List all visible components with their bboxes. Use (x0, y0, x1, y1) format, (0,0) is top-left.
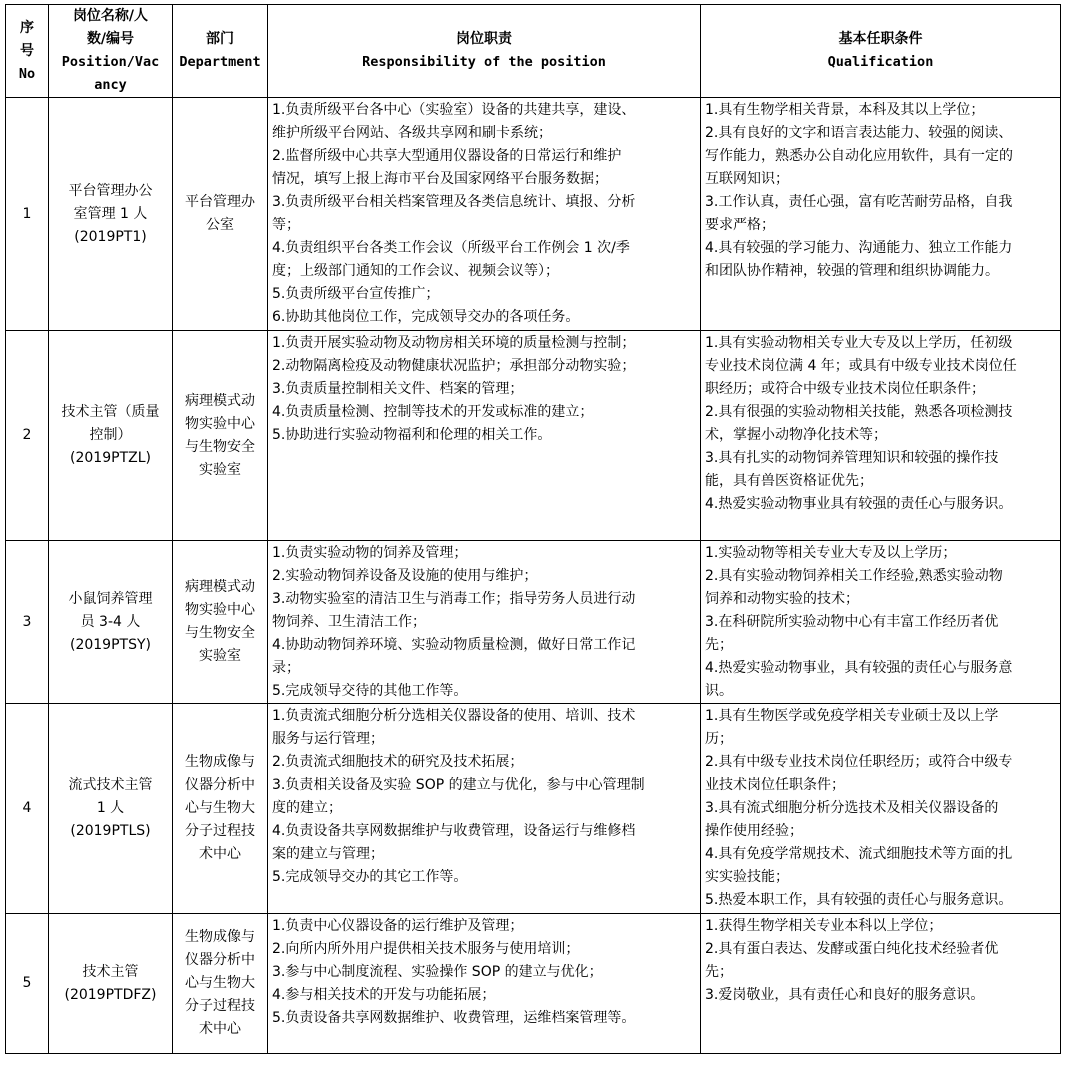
qualification-cell-line: 2.具有实验动物饲养相关工作经验,熟悉实验动物 (705, 568, 1003, 584)
qualification-cell-line: 先； (705, 964, 733, 980)
position-cell (49, 541, 173, 704)
department-cell-line: 生物成像与 (185, 929, 255, 945)
responsibility-cell-line: 6.协助其他岗位工作，完成领导交办的各项任务。 (272, 309, 580, 325)
department-cell (173, 98, 268, 331)
qualification-cell-line: 2.具有蛋白表达、发酵或蛋白纯化技术经验者优 (705, 941, 999, 957)
responsibility-cell-line: 2.负责流式细胞技术的研究及技术拓展； (272, 754, 524, 770)
responsibility-cell (268, 331, 701, 541)
responsibility-cell-line: 5.完成领导交待的其他工作等。 (272, 683, 468, 699)
department-cell (173, 541, 268, 704)
responsibility-cell-line: 1.负责实验动物的饲养及管理； (272, 545, 468, 561)
position-cell-line: (2019PTZL) (70, 450, 151, 466)
responsibility-cell-line: 案的建立与管理； (272, 846, 384, 862)
qualification-cell-line: 4.热爱实验动物事业具有较强的责任心与服务识。 (705, 496, 1013, 512)
row-number: 3 (6, 541, 49, 704)
position-cell-line: 小鼠饲养管理 (68, 590, 153, 607)
qualification-cell-line: 历； (705, 731, 733, 747)
department-cell-line: 术中心 (199, 846, 241, 862)
responsibility-cell (268, 704, 701, 914)
qualification-cell-line: 3.具有扎实的动物饲养管理知识和较强的操作技 (705, 450, 999, 466)
position-cell-line: 1 人 (96, 800, 125, 816)
qualification-cell (701, 914, 1061, 1054)
qualification-cell-line: 专业技术岗位满 4 年；或具有中级专业技术岗位任 (705, 358, 1017, 374)
row-number: 1 (6, 98, 49, 331)
row-number: 2 (6, 331, 49, 541)
department-cell-line: 生物成像与 (185, 754, 255, 770)
header-no-line: No (18, 65, 36, 82)
qualification-cell-line: 术，掌握小动物净化技术等； (705, 427, 887, 443)
responsibility-cell-line: 1.负责流式细胞分析分选相关仪器设备的使用、培训、技术 (272, 708, 636, 724)
position-cell-line: 技术主管（质量 (61, 404, 160, 420)
responsibility-cell (268, 914, 701, 1054)
qualification-cell (701, 98, 1061, 331)
position-cell-line: 室管理 1 人 (73, 205, 148, 222)
qualification-cell-line: 能，具有兽医资格证优先； (705, 473, 873, 489)
qualification-cell-line: 和团队协作精神，较强的管理和组织协调能力。 (705, 263, 999, 279)
header-qualification-line: 基本任职条件 (838, 31, 923, 47)
responsibility-cell-line: 3.参与中心制度流程、实验操作 SOP 的建立与优化； (272, 964, 603, 980)
responsibility-cell-line: 度；上级部门通知的工作会议、视频会议等）； (272, 263, 559, 279)
department-cell-line: 平台管理办 (185, 194, 255, 210)
qualification-cell (701, 541, 1061, 704)
responsibility-cell-line: 2.动物隔离检疫及动物健康状况监护；承担部分动物实验； (272, 358, 636, 374)
department-cell-line: 术中心 (199, 1021, 241, 1037)
qualification-cell-line: 3.爱岗敬业，具有责任心和良好的服务意识。 (705, 987, 985, 1003)
row-number: 5 (6, 914, 49, 1054)
qualification-cell-line: 4.具有免疫学常规技术、流式细胞技术等方面的扎 (705, 846, 1013, 862)
responsibility-cell-line: 3.负责所级平台相关档案管理及各类信息统计、填报、分析 (272, 194, 636, 210)
department-cell-line: 分子过程技 (185, 998, 255, 1014)
qualification-cell-line: 1.获得生物学相关专业本科以上学位； (705, 918, 943, 934)
qualification-cell-line: 2.具有很强的实验动物相关技能，熟悉各项检测技 (705, 404, 1013, 420)
responsibility-cell-line: 情况，填写上报上海市平台及国家网络平台服务数据； (272, 171, 608, 187)
department-cell-line: 心与生物大 (185, 975, 255, 991)
header-responsibility-line: 岗位职责 (456, 31, 512, 47)
responsibility-cell-line: 维护所级平台网站、各级共享网和刷卡系统； (272, 125, 552, 141)
qualification-cell-line: 1.具有生物医学或免疫学相关专业硕士及以上学 (705, 708, 999, 724)
qualification-cell-line: 2.具有中级专业技术岗位任职经历；或符合中级专 (705, 754, 1013, 770)
position-cell (49, 704, 173, 914)
responsibility-cell-line: 3.负责质量控制相关文件、档案的管理； (272, 381, 524, 397)
responsibility-cell-line: 5.负责所级平台宣传推广； (272, 286, 440, 302)
position-cell-line: 员 3-4 人 (80, 613, 141, 630)
position-cell-line: (2019PTLS) (70, 823, 151, 839)
row-number: 4 (6, 704, 49, 914)
table-row (6, 331, 1061, 541)
table-row (6, 704, 1061, 914)
responsibility-cell-line: 5.负责设备共享网数据维护、收费管理，运维档案管理等。 (272, 1010, 636, 1026)
qualification-cell-line: 互联网知识； (705, 171, 789, 187)
responsibility-cell-line: 4.负责设备共享网数据维护与收费管理，设备运行与维修档 (272, 823, 636, 839)
responsibility-cell-line: 5.协助进行实验动物福利和伦理的相关工作。 (272, 427, 552, 443)
qualification-cell-line: 业技术岗位任职条件； (705, 777, 845, 793)
header-row (6, 5, 1061, 98)
qualification-cell-line: 要求严格； (705, 217, 775, 233)
qualification-cell-line: 5.热爱本职工作，具有较强的责任心与服务意识。 (705, 892, 1013, 908)
qualification-cell (701, 331, 1061, 541)
header-responsibility (268, 5, 701, 98)
department-cell (173, 704, 268, 914)
header-department (173, 5, 268, 98)
qualification-cell-line: 1.具有实验动物相关专业大专及以上学历，任初级 (705, 335, 1013, 351)
responsibility-cell-line: 4.协助动物饲养环境、实验动物质量检测，做好日常工作记 (272, 637, 636, 653)
department-cell-line: 物实验中心 (185, 602, 255, 618)
recruitment-table (5, 4, 1061, 1054)
qualification-cell-line: 1.具有生物学相关背景，本科及其以上学位； (705, 102, 985, 118)
department-cell-line: 实验室 (199, 461, 241, 478)
header-responsibility-line: Responsibility of the position (362, 54, 606, 70)
header-no-line: 号 (20, 42, 34, 59)
department-cell (173, 914, 268, 1054)
department-cell-line: 分子过程技 (185, 823, 255, 839)
department-cell-line: 与生物安全 (185, 438, 255, 455)
position-cell-line: (2019PT1) (74, 228, 147, 245)
header-no (6, 5, 49, 98)
department-cell-line: 病理模式动 (185, 392, 255, 409)
header-qualification (701, 5, 1061, 98)
responsibility-cell-line: 1.负责中心仪器设备的运行维护及管理； (272, 918, 524, 934)
department-cell-line: 公室 (206, 217, 234, 233)
responsibility-cell-line: 3.动物实验室的清洁卫生与消毒工作；指导劳务人员进行动 (272, 591, 636, 607)
qualification-cell-line: 先； (705, 637, 733, 653)
qualification-cell-line: 饲养和动物实验的技术； (705, 591, 859, 607)
qualification-cell-line: 3.工作认真，责任心强，富有吃苦耐劳品格，自我 (705, 194, 1013, 210)
header-position (49, 5, 173, 98)
qualification-cell-line: 实实验技能； (705, 869, 789, 885)
header-position-line: 数/编号 (86, 31, 135, 47)
qualification-cell-line: 写作能力，熟悉办公自动化应用软件，具有一定的 (705, 148, 1013, 164)
responsibility-cell-line: 3.负责相关设备及实验 SOP 的建立与优化，参与中心管理制 (272, 777, 645, 793)
responsibility-cell-line: 2.向所内所外用户提供相关技术服务与使用培训； (272, 941, 580, 957)
responsibility-cell-line: 服务与运行管理； (272, 731, 384, 747)
qualification-cell (701, 704, 1061, 914)
position-cell (49, 331, 173, 541)
table-row (6, 541, 1061, 704)
qualification-cell-line: 3.在科研院所实验动物中心有丰富工作经历者优 (705, 614, 999, 630)
responsibility-cell-line: 4.参与相关技术的开发与功能拓展； (272, 987, 496, 1003)
position-cell-line: 技术主管 (82, 963, 139, 980)
responsibility-cell-line: 4.负责质量检测、控制等技术的开发或标准的建立； (272, 404, 594, 420)
responsibility-cell-line: 1.负责开展实验动物及动物房相关环境的质量检测与控制； (272, 335, 636, 351)
responsibility-cell-line: 录； (272, 660, 300, 676)
responsibility-cell-line: 4.负责组织平台各类工作会议（所级平台工作例会 1 次/季 (272, 240, 630, 256)
position-cell-line: 控制） (89, 427, 132, 443)
responsibility-cell-line: 等； (272, 217, 300, 233)
qualification-cell-line: 识。 (705, 683, 733, 699)
qualification-cell-line: 操作使用经验； (705, 823, 803, 839)
header-position-line: ancy (94, 77, 127, 93)
responsibility-cell-line: 2.实验动物饲养设备及设施的使用与维护； (272, 568, 538, 584)
header-position-line: 岗位名称/人 (72, 8, 149, 24)
department-cell-line: 病理模式动 (185, 579, 255, 595)
qualification-cell-line: 职经历；或符合中级专业技术岗位任职条件； (705, 381, 985, 397)
department-cell-line: 心与生物大 (185, 800, 255, 816)
qualification-cell-line: 2.具有良好的文字和语言表达能力、较强的阅读、 (705, 125, 1013, 141)
table-row (6, 98, 1061, 331)
department-cell-line: 物实验中心 (185, 415, 255, 432)
responsibility-cell (268, 541, 701, 704)
header-position-line: Position/Vac (61, 54, 160, 70)
header-qualification-line: Qualification (827, 54, 934, 70)
position-cell (49, 98, 173, 331)
responsibility-cell-line: 5.完成领导交办的其它工作等。 (272, 869, 468, 885)
department-cell-line: 仪器分析中 (185, 777, 255, 793)
responsibility-cell (268, 98, 701, 331)
header-no-line: 序 (20, 19, 34, 36)
department-cell-line: 仪器分析中 (185, 952, 255, 968)
responsibility-cell-line: 1.负责所级平台各中心（实验室）设备的共建共享，建设、 (272, 102, 636, 118)
table-row (6, 914, 1061, 1054)
header-department-line: 部门 (206, 31, 234, 47)
position-cell-line: 平台管理办公 (68, 182, 153, 199)
department-cell (173, 331, 268, 541)
responsibility-cell-line: 度的建立； (272, 800, 342, 816)
position-cell-line: (2019PTDFZ) (64, 986, 157, 1003)
qualification-cell-line: 4.具有较强的学习能力、沟通能力、独立工作能力 (705, 240, 1013, 256)
position-cell-line: (2019PTSY) (70, 636, 151, 653)
department-cell-line: 与生物安全 (185, 625, 255, 641)
qualification-cell-line: 1.实验动物等相关专业大专及以上学历； (705, 545, 957, 561)
header-department-line: Department (179, 54, 261, 70)
position-cell (49, 914, 173, 1054)
responsibility-cell-line: 物饲养、卫生清洁工作； (272, 614, 426, 630)
qualification-cell-line: 4.热爱实验动物事业，具有较强的责任心与服务意 (705, 660, 1013, 676)
responsibility-cell-line: 2.监督所级中心共享大型通用仪器设备的日常运行和维护 (272, 148, 622, 164)
position-cell-line: 流式技术主管 (68, 777, 153, 793)
department-cell-line: 实验室 (199, 648, 241, 664)
qualification-cell-line: 3.具有流式细胞分析分选技术及相关仪器设备的 (705, 800, 999, 816)
